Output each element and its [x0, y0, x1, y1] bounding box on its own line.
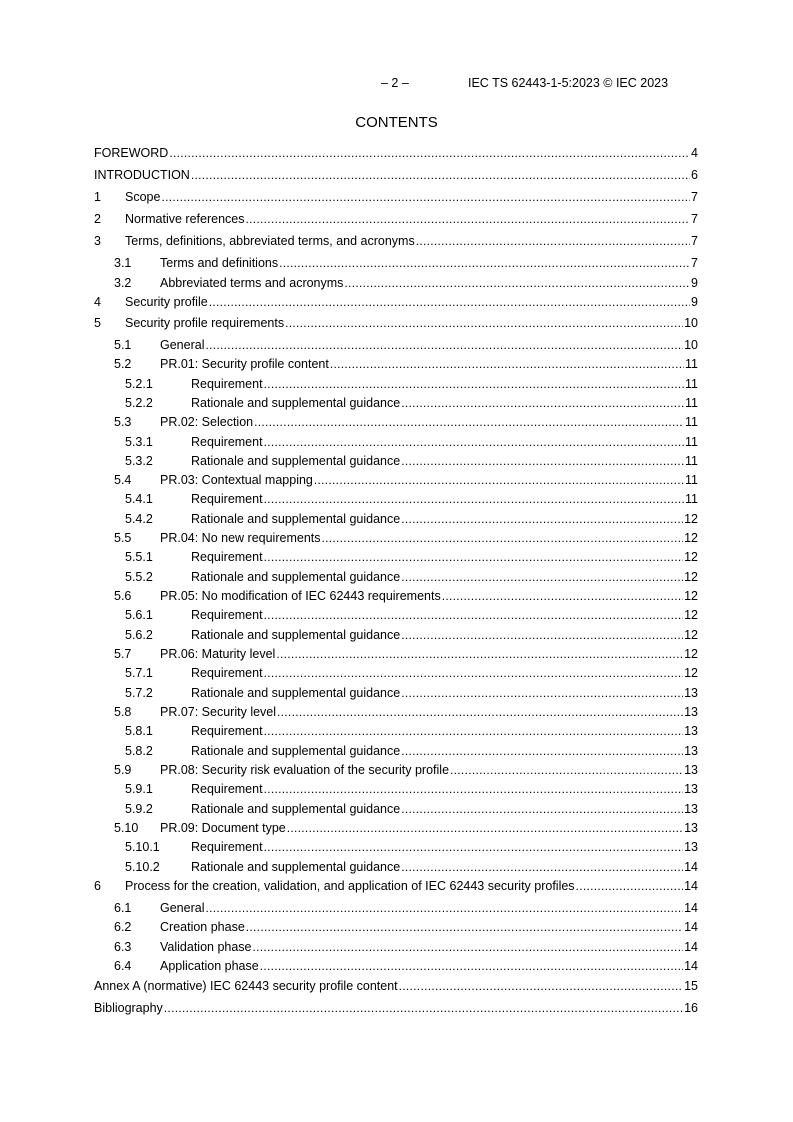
toc-entry[interactable] [94, 256, 698, 273]
dot-leader [164, 1001, 683, 1015]
toc-entry-page: 13 [684, 724, 698, 738]
toc-entry-page: 11 [685, 377, 698, 391]
dot-leader [264, 435, 684, 449]
toc-entry-label: Security profile requirements [125, 316, 285, 330]
toc-entry-label: Terms, definitions, abbreviated terms, and acronyms [125, 234, 415, 248]
toc-entry-number: 5.8.1 [125, 724, 153, 738]
toc-entry[interactable] [94, 608, 698, 625]
toc-entry[interactable] [94, 168, 698, 185]
toc-entry-number: 5.6 [114, 589, 132, 603]
toc-entry[interactable] [94, 190, 698, 207]
toc-entry[interactable] [94, 415, 698, 432]
toc-entry-number: 5.2.2 [125, 396, 153, 410]
dot-leader [450, 763, 683, 777]
dot-leader [161, 190, 690, 204]
document-reference: IEC TS 62443-1-5:2023 © IEC 2023 [468, 76, 669, 90]
toc-entry-label: Requirement [191, 492, 263, 506]
toc-entry-label: Rationale and supplemental guidance [191, 570, 401, 584]
toc-entry-number: 5.6.2 [125, 628, 153, 642]
toc-entry[interactable] [94, 666, 698, 683]
toc-entry-page: 11 [685, 435, 698, 449]
toc-entry-label: PR.03: Contextual mapping [160, 473, 313, 487]
dot-leader [401, 744, 683, 758]
dot-leader [277, 705, 683, 719]
toc-entry-page: 12 [684, 550, 698, 564]
toc-entry-label: Rationale and supplemental guidance [191, 454, 401, 468]
toc-entry-number: 6.4 [114, 959, 132, 973]
toc-entry-label: Annex A (normative) IEC 62443 security profile content [94, 979, 398, 993]
dot-leader [401, 570, 683, 584]
toc-entry[interactable] [94, 647, 698, 664]
toc-entry-page: 12 [684, 512, 698, 526]
toc-entry[interactable] [94, 338, 698, 355]
toc-entry[interactable] [94, 473, 698, 490]
toc-entry-number: 5.4.1 [125, 492, 153, 506]
toc-entry[interactable] [94, 435, 698, 452]
toc-entry-label: Rationale and supplemental guidance [191, 860, 401, 874]
toc-entry[interactable] [94, 744, 698, 761]
toc-entry-number: 4 [94, 295, 101, 309]
dot-leader [254, 415, 684, 429]
toc-entry[interactable] [94, 295, 698, 312]
toc-entry-number: 5.6.1 [125, 608, 153, 622]
dot-leader [276, 647, 683, 661]
toc-entry-page: 4 [691, 146, 698, 160]
toc-entry-page: 14 [684, 920, 698, 934]
toc-entry[interactable] [94, 396, 698, 413]
toc-entry-label: Requirement [191, 840, 263, 854]
toc-entry-page: 11 [685, 473, 698, 487]
toc-entry[interactable] [94, 316, 698, 333]
toc-entry[interactable] [94, 782, 698, 799]
dot-leader [246, 920, 683, 934]
toc-entry-number: 5.3.1 [125, 435, 153, 449]
toc-entry-page: 13 [684, 763, 698, 777]
toc-entry[interactable] [94, 979, 698, 996]
toc-entry-page: 11 [685, 357, 698, 371]
toc-entry[interactable] [94, 377, 698, 394]
dot-leader [401, 860, 683, 874]
dot-leader [401, 512, 683, 526]
dot-leader [253, 940, 684, 954]
toc-entry-label: PR.09: Document type [160, 821, 286, 835]
toc-entry[interactable] [94, 550, 698, 567]
dot-leader [442, 589, 683, 603]
dot-leader [264, 550, 684, 564]
dot-leader [330, 357, 684, 371]
toc-entry[interactable] [94, 959, 698, 976]
toc-entry[interactable] [94, 146, 698, 163]
toc-entry-label: Rationale and supplemental guidance [191, 512, 401, 526]
toc-entry[interactable] [94, 454, 698, 471]
toc-entry-page: 12 [684, 589, 698, 603]
toc-entry-page: 11 [685, 415, 698, 429]
toc-entry-page: 7 [691, 212, 698, 226]
toc-entry-label: Scope [125, 190, 161, 204]
toc-entry-page: 12 [684, 608, 698, 622]
toc-entry-page: 11 [685, 454, 698, 468]
toc-entry-page: 7 [691, 190, 698, 204]
toc-entry-number: 6.3 [114, 940, 132, 954]
dot-leader [264, 782, 684, 796]
toc-entry-label: PR.05: No modification of IEC 62443 requirements [160, 589, 441, 603]
toc-entry-page: 15 [684, 979, 698, 993]
toc-entry-number: 5.4.2 [125, 512, 153, 526]
toc-entry-page: 9 [691, 276, 698, 290]
toc-entry-number: 5.5 [114, 531, 132, 545]
dot-leader [401, 396, 684, 410]
toc-entry-label: Requirement [191, 377, 263, 391]
toc-entry[interactable] [94, 531, 698, 548]
toc-entry-number: 5.5.1 [125, 550, 153, 564]
dot-leader [279, 256, 690, 270]
toc-entry-page: 14 [684, 901, 698, 915]
toc-entry[interactable] [94, 589, 698, 606]
toc-entry-number: 6.2 [114, 920, 132, 934]
dot-leader [285, 316, 683, 330]
toc-entry-label: Application phase [160, 959, 259, 973]
toc-entry-page: 14 [684, 959, 698, 973]
toc-entry-label: PR.01: Security profile content [160, 357, 329, 371]
toc-entry[interactable] [94, 1001, 698, 1018]
toc-entry[interactable] [94, 802, 698, 819]
toc-entry-number: 1 [94, 190, 101, 204]
toc-entry-label: INTRODUCTION [94, 168, 190, 182]
toc-entry-page: 7 [691, 256, 698, 270]
toc-entry[interactable] [94, 512, 698, 529]
toc-entry-number: 3 [94, 234, 101, 248]
toc-entry-number: 5.7.1 [125, 666, 153, 680]
toc-entry[interactable] [94, 821, 698, 838]
toc-entry-label: Requirement [191, 782, 263, 796]
dot-leader [169, 146, 690, 160]
toc-entry-label: Requirement [191, 435, 263, 449]
toc-entry-label: Normative references [125, 212, 245, 226]
toc-entry-label: Requirement [191, 724, 263, 738]
toc-entry[interactable] [94, 763, 698, 780]
toc-entry[interactable] [94, 276, 698, 293]
toc-entry-page: 14 [684, 879, 698, 893]
toc-entry[interactable] [94, 234, 698, 251]
dot-leader [205, 901, 683, 915]
toc-entry-page: 13 [684, 705, 698, 719]
toc-entry-page: 12 [684, 570, 698, 584]
toc-entry-number: 5.7 [114, 647, 132, 661]
toc-entry-label: Abbreviated terms and acronyms [160, 276, 344, 290]
toc-entry[interactable] [94, 940, 698, 957]
dot-leader [191, 168, 690, 182]
dot-leader [246, 212, 691, 226]
dot-leader [264, 608, 684, 622]
toc-entry-label: General [160, 338, 205, 352]
toc-entry-label: PR.08: Security risk evaluation of the security profile [160, 763, 450, 777]
toc-entry-number: 6 [94, 879, 101, 893]
toc-entry-page: 11 [685, 492, 698, 506]
toc-entry-page: 6 [691, 168, 698, 182]
dot-leader [264, 840, 684, 854]
dot-leader [576, 879, 684, 893]
toc-entry[interactable] [94, 686, 698, 703]
dot-leader [264, 492, 684, 506]
toc-entry-number: 6.1 [114, 901, 132, 915]
toc-entry[interactable] [94, 901, 698, 918]
toc-entry-page: 9 [691, 295, 698, 309]
toc-entry[interactable] [94, 492, 698, 509]
toc-entry-number: 5.7.2 [125, 686, 153, 700]
toc-entry-number: 5.9 [114, 763, 132, 777]
dot-leader [264, 724, 684, 738]
dot-leader [314, 473, 684, 487]
toc-entry-label: Rationale and supplemental guidance [191, 628, 401, 642]
toc-entry-label: PR.06: Maturity level [160, 647, 276, 661]
toc-entry-page: 7 [691, 234, 698, 248]
dot-leader [322, 531, 684, 545]
toc-entry-label: Creation phase [160, 920, 245, 934]
toc-entry[interactable] [94, 840, 698, 857]
toc-entry[interactable] [94, 705, 698, 722]
dot-leader [401, 628, 683, 642]
toc-entry[interactable] [94, 570, 698, 587]
toc-entry-page: 13 [684, 686, 698, 700]
dot-leader [401, 686, 683, 700]
toc-entry-label: Requirement [191, 608, 263, 622]
toc-entry-page: 13 [684, 821, 698, 835]
toc-entry-page: 16 [684, 1001, 698, 1015]
toc-entry[interactable] [94, 212, 698, 229]
toc-entry[interactable] [94, 860, 698, 877]
toc-entry-page: 12 [684, 647, 698, 661]
toc-entry-label: Requirement [191, 550, 263, 564]
toc-entry-number: 5.1 [114, 338, 132, 352]
toc-entry-number: 3.1 [114, 256, 132, 270]
dot-leader [416, 234, 690, 248]
toc-entry-number: 5.8 [114, 705, 132, 719]
dot-leader [264, 666, 684, 680]
toc-entry-page: 12 [684, 531, 698, 545]
toc-entry-label: Rationale and supplemental guidance [191, 802, 401, 816]
toc-entry[interactable] [94, 920, 698, 937]
toc-entry-label: PR.04: No new requirements [160, 531, 321, 545]
toc-entry-number: 5 [94, 316, 101, 330]
toc-entry-label: Security profile [125, 295, 208, 309]
toc-entry-number: 5.10.2 [125, 860, 160, 874]
toc-entry-page: 11 [685, 396, 698, 410]
toc-entry-label: General [160, 901, 205, 915]
toc-entry-page: 14 [684, 940, 698, 954]
toc-entry-label: Rationale and supplemental guidance [191, 744, 401, 758]
toc-entry-page: 12 [684, 666, 698, 680]
page-number: – 2 – [381, 76, 409, 90]
toc-entry-label: Bibliography [94, 1001, 163, 1015]
toc-entry-number: 5.3 [114, 415, 132, 429]
toc-entry-number: 5.4 [114, 473, 132, 487]
toc-entry[interactable] [94, 879, 698, 896]
dot-leader [287, 821, 683, 835]
toc-entry-label: Requirement [191, 666, 263, 680]
toc-entry-label: PR.02: Selection [160, 415, 254, 429]
toc-entry-page: 10 [684, 338, 698, 352]
toc-entry-page: 10 [684, 316, 698, 330]
toc-entry-page: 14 [684, 860, 698, 874]
dot-leader [401, 454, 684, 468]
dot-leader [205, 338, 683, 352]
dot-leader [260, 959, 683, 973]
toc-entry-label: Validation phase [160, 940, 252, 954]
toc-entry-number: 5.9.2 [125, 802, 153, 816]
toc-entry-number: 2 [94, 212, 101, 226]
dot-leader [399, 979, 683, 993]
toc-entry-label: FOREWORD [94, 146, 169, 160]
toc-entry[interactable] [94, 724, 698, 741]
toc-entry-label: PR.07: Security level [160, 705, 277, 719]
dot-leader [401, 802, 683, 816]
toc-entry-label: Rationale and supplemental guidance [191, 396, 401, 410]
dot-leader [344, 276, 690, 290]
toc-entry-number: 5.5.2 [125, 570, 153, 584]
toc-entry-number: 3.2 [114, 276, 132, 290]
toc-entry-label: Terms and definitions [160, 256, 279, 270]
page-title: CONTENTS [355, 114, 438, 131]
toc-entry-page: 13 [684, 802, 698, 816]
toc-entry-number: 5.3.2 [125, 454, 153, 468]
toc-entry-label: Process for the creation, validation, and application of IEC 62443 security profiles [125, 879, 575, 893]
toc-entry-page: 13 [684, 744, 698, 758]
toc-entry-page: 13 [684, 840, 698, 854]
toc-entry-page: 12 [684, 628, 698, 642]
toc-entry-number: 5.8.2 [125, 744, 153, 758]
toc-entry[interactable] [94, 628, 698, 645]
toc-entry-number: 5.9.1 [125, 782, 153, 796]
toc-entry-number: 5.10.1 [125, 840, 160, 854]
toc-entry-page: 13 [684, 782, 698, 796]
toc-entry[interactable] [94, 357, 698, 374]
toc-entry-number: 5.10 [114, 821, 139, 835]
dot-leader [264, 377, 684, 391]
toc-entry-number: 5.2 [114, 357, 132, 371]
toc-entry-label: Rationale and supplemental guidance [191, 686, 401, 700]
toc-entry-number: 5.2.1 [125, 377, 153, 391]
dot-leader [209, 295, 690, 309]
